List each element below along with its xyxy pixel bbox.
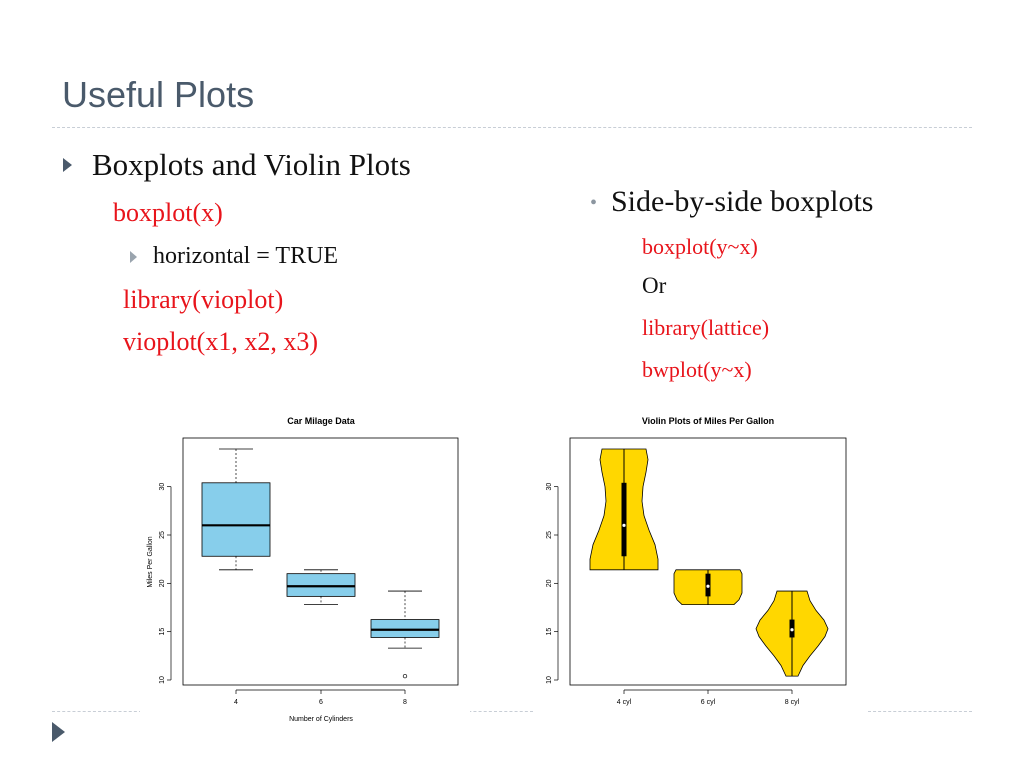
code-boxplot-yx: boxplot(y~x) — [642, 234, 758, 259]
y-tick-label: 30 — [546, 482, 553, 491]
y-tick-label: 15 — [546, 627, 553, 636]
x-tick-label: 6 cyl — [700, 699, 716, 706]
y-tick-label: 25 — [546, 531, 553, 539]
chart-title: Violin Plots of Miles Per Gallon — [641, 416, 775, 426]
footer-arrow-icon — [52, 722, 65, 742]
y-tick-label: 10 — [159, 676, 166, 684]
violin-median-point — [790, 628, 793, 631]
sub-bullet-horizontal: horizontal = TRUE — [153, 243, 339, 269]
code-library-lattice: library(lattice) — [642, 315, 770, 340]
violin-median-point — [622, 524, 625, 527]
left-heading: Boxplots and Violin Plots — [92, 147, 411, 182]
box — [287, 574, 355, 597]
footer-divider-left — [52, 711, 142, 712]
y-tick-label: 15 — [159, 627, 166, 636]
x-tick-label: 6 — [319, 699, 323, 706]
x-axis-label: Number of Cylinders — [289, 716, 353, 723]
slide-title: Useful Plots — [62, 74, 255, 115]
y-tick-label: 20 — [159, 579, 166, 588]
y-axis-label: Miles Per Gallon — [147, 536, 154, 588]
y-tick-label: 30 — [159, 482, 166, 491]
violin-chart — [540, 405, 870, 710]
box — [202, 483, 270, 556]
small-arrow-bullet-icon — [130, 251, 137, 263]
violin-median-point — [706, 585, 709, 588]
y-tick-label: 20 — [546, 579, 553, 588]
code-boxplot-x: boxplot(x) — [113, 198, 223, 227]
right-bullet: Side-by-side boxplots — [611, 185, 874, 218]
chart-title: Car Milage Data — [287, 416, 355, 426]
bullet-dot-icon: • — [590, 192, 598, 214]
or-text: Or — [642, 273, 667, 298]
code-vioplot: vioplot(x1, x2, x3) — [123, 327, 318, 356]
x-tick-label: 4 cyl — [616, 699, 632, 706]
violin-iqr-box — [622, 483, 627, 556]
x-tick-label: 8 — [403, 699, 407, 706]
x-tick-label: 8 cyl — [784, 699, 800, 706]
code-bwplot: bwplot(y~x) — [642, 357, 752, 382]
y-tick-label: 10 — [546, 676, 553, 684]
boxplot-chart — [140, 405, 470, 730]
x-tick-label: 4 — [234, 699, 238, 706]
y-tick-label: 25 — [159, 531, 166, 539]
title-divider — [52, 127, 972, 128]
arrow-bullet-icon — [63, 158, 72, 172]
box — [371, 620, 439, 638]
code-library-vioplot: library(vioplot) — [123, 285, 284, 314]
footer-divider-right — [868, 711, 972, 712]
